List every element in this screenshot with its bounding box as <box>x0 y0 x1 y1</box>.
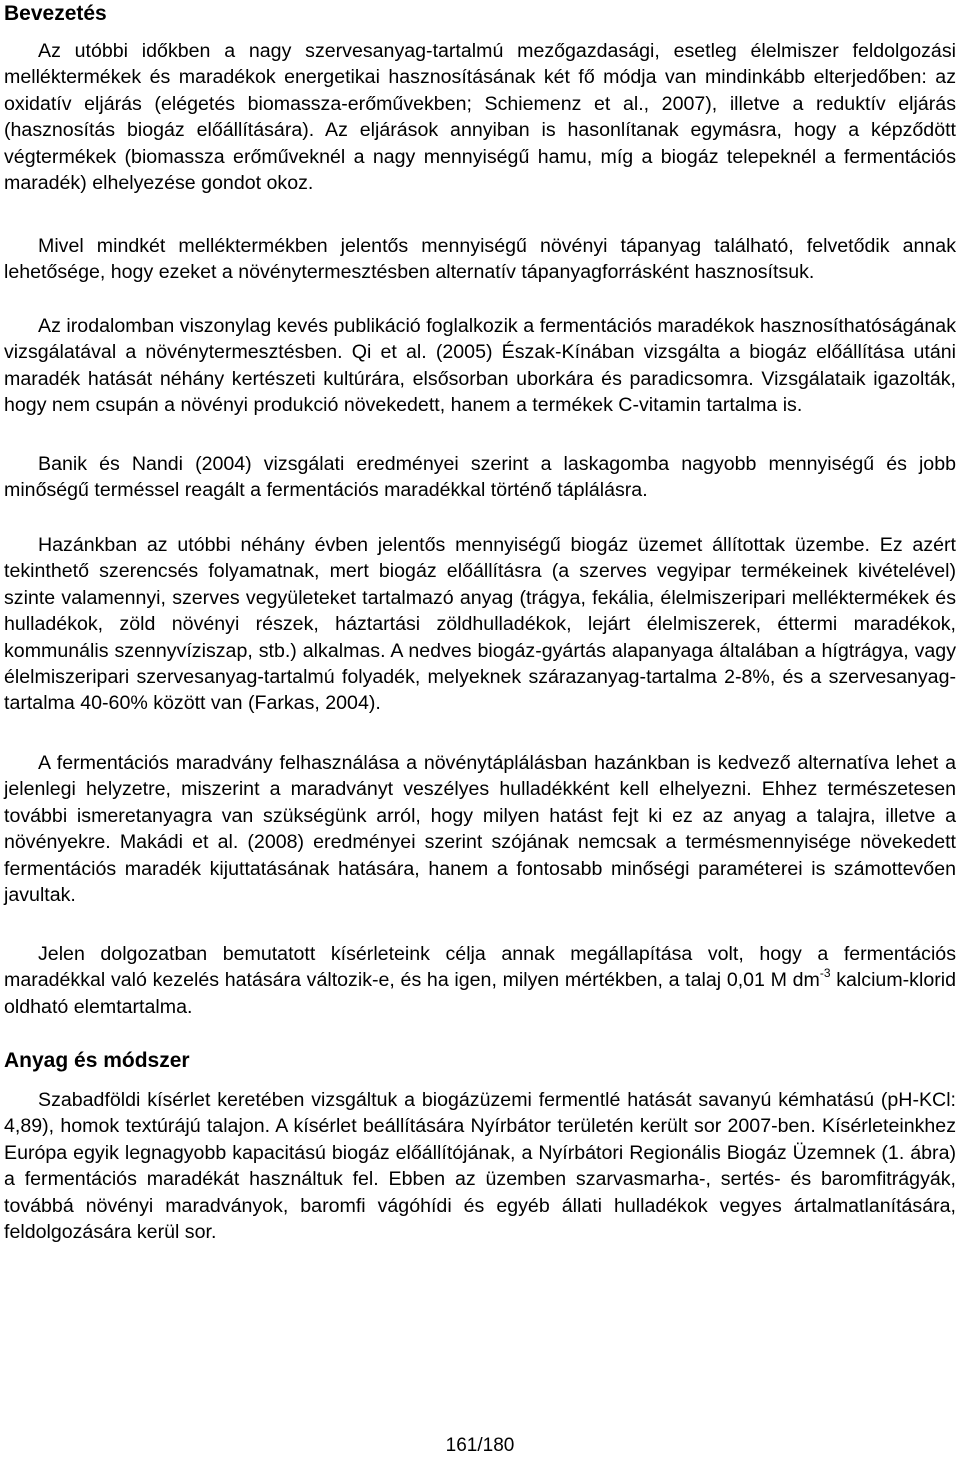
paragraph-energy-utilization: Az utóbbi időkben a nagy szervesanyag-tartalmú mezőgazdasági, esetleg élelmiszer feldolgozási melléktermékek és maradékok energetikai hasznosításának két fő módja van mindinkább elterjedőben: az oxidatív eljárás (elégetés biomassza-erőművekben; Schiemenz et al., 2007), illetve a reduktív eljárás (hasznosítás biogáz előállítására). Az eljárások annyiban is hasonlítanak egymásra, hogy a képződött végtermékek (biomassza erőműveknél a nagy mennyiségű hamu, míg a biogáz telepeknél a fermentációs maradék) elhelyezése gondot okoz. <box>4 40 956 195</box>
page-number: 161/180 <box>445 1435 515 1456</box>
study-aim-text: Jelen dolgozatban bemutatott kísérleteink célja annak megállapítása volt, hogy a fermentációs maradékkal való kezelés hatására változik-e, és ha igen, milyen mértékben, a talaj 0,01 M dm <box>4 943 956 992</box>
paragraph-literature-review: Az irodalomban viszonylag kevés publikáció foglalkozik a fermentációs maradékok hasznosíthatóságának vizsgálatával a növénytermesztésben. Qi et al. (2005) Észak-Kínában vizsgálta a biogáz előállítása utáni maradék hatását néhány kertészeti kultúrára, elsősorban uborkára és paradicsomra. Vizsgálataik igazolták, hogy nem csupán a növényi produkció növekedett, hanem a termékek C-vitamin tartalma is. <box>4 315 956 417</box>
study-aim-text-end: kalcium-klorid oldható elemtartalma. <box>4 969 956 1018</box>
unit-exponent: -3 <box>819 966 831 981</box>
paragraph-field-experiment: Szabadföldi kísérlet keretében vizsgáltuk a biogázüzemi fermentlé hatását savanyú kémhatású (pH-KCl: 4,89), homok textúrájú talajon. A kísérlet beállítására Nyírbátor területén került sor 2007-ben. Kísérleteinkhez Európa egyik legnagyobb kapacitású biogáz előállítójának, a Nyírbátori Regionális Biogáz Üzemnek (1. ábra) a fermentációs maradékát használtuk fel. Ebben az üzemben szarvasmarha-, sertés- és baromfitrágyák, továbbá növényi maradványok, baromfi vágóhídi és egyéb állati hulladékok vegyes ártalmatlanítására, feldolgozására kerül sor. <box>4 1089 956 1244</box>
paragraph-biogas-plants-hungary: Hazánkban az utóbbi néhány évben jelentős mennyiségű biogáz üzemet állítottak üzembe. Ez azért tekinthető szerencsés folyamatnak, mert biogáz előállításra (a szerves vegyipar termékeinek kivételével) szinte valamennyi, szerves vegyületeket tartalmazó anyag (trágya, fekália, élelmiszeripari melléktermékek és hulladékok, zöld növényi részek, háztartási zöldhulladékok, lejárt élelmiszerek, éttermi maradékok, kommunális szennyvíziszap, stb.) alkalmas. A nedves biogáz-gyártás alapanyaga általában a hígtrágya, vagy élelmiszeripari szervesanyag-tartalmú folyadék, melyeknek szárazanyag-tartalma 2-8%, és a szervesanyag-tartalma 40-60% között van (Farkas, 2004). <box>4 534 956 715</box>
paragraph-oyster-mushroom: Banik és Nandi (2004) vizsgálati eredményei szerint a laskagomba nagyobb mennyiségű és jobb minőségű terméssel reagált a fermentációs maradékkal történő táplálásra. <box>4 453 956 502</box>
paragraph-nutrient-content: Mivel mindkét melléktermékben jelentős mennyiségű növényi tápanyag található, felvetődik annak lehetősége, hogy ezeket a növénytermesztésben alternatív tápanyagforrásként hasznosítsuk. <box>4 235 956 284</box>
paragraph-study-aim <box>4 941 956 1020</box>
paragraph-fermentation-residue-use: A fermentációs maradvány felhasználása a növénytáplálásban hazánkban is kedvező alternatíva lehet a jelenlegi helyzetre, miszerint a maradványt veszélyes hulladékként kell elhelyezni. Ehhez természetesen további ismeretanyagra van szükségünk arról, hogy milyen hatást fejt ki ez az anyag a talajra, illetve a növényekre. Makádi et al. (2008) eredményei szerint szójának nemcsak a termésmennyisége növekedett fermentációs maradék kijuttatásának hatására, hanem a fontosabb minőségi paraméterei is számottevően javultak. <box>4 752 956 907</box>
section-heading-methods: Anyag és módszer <box>4 1049 190 1072</box>
section-heading-introduction: Bevezetés <box>4 2 107 25</box>
